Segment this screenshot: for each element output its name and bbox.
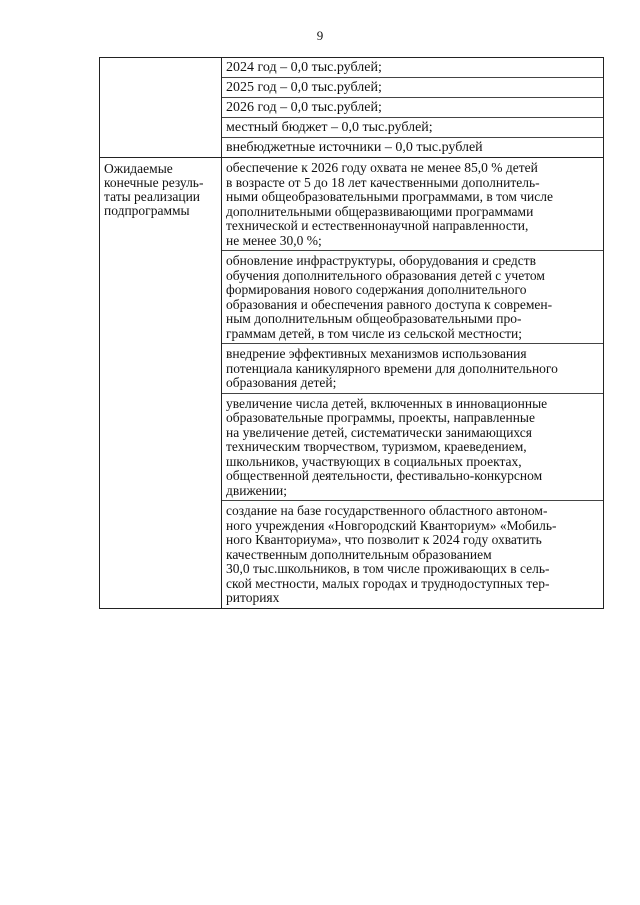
funding-label-cell (100, 58, 222, 158)
funding-line-extrabudgetary: внебюджетные источники – 0,0 тыс.рублей (226, 140, 483, 155)
funding-line-local-budget: местный бюджет – 0,0 тыс.рублей; (222, 118, 603, 138)
subprogram-passport-table (99, 57, 604, 609)
funding-line-2025: 2025 год – 0,0 тыс.рублей; (222, 78, 603, 98)
funding-row (100, 58, 604, 158)
result-paragraph-vacation-time: внедрение эффективных механизмов использования потенциала каникулярного времени для дополнительного образования детей; (222, 344, 603, 394)
result-paragraph-innovation: увеличение числа детей, включенных в инновационные образовательные программы, проекты, направленные на увеличение детей, систематически занимающихся техническим творчеством, туризмом, краеведением, школьников, участвующих в социальных проектах, общественной деятельности, фестивально-конкурсном движении; (222, 394, 603, 502)
result-paragraph-coverage: обеспечение к 2026 году охвата не менее 85,0 % детей в возрасте от 5 до 18 лет качественными дополнитель- ными общеобразовательными программами, в том числе дополнительными общеразвивающими программами технической и естественнонаучной направленности, не менее 30,0 %; (222, 158, 603, 251)
funding-line-2024: 2024 год – 0,0 тыс.рублей; (222, 58, 603, 78)
results-row (100, 158, 604, 609)
result-paragraph-kvantorium: создание на базе государственного областного автоном- ного учреждения «Новгородский Кванториум» «Мобиль- ного Кванториума», что позволит к 2024 году охватить качественным дополнительным образованием 30,0 тыс.школьников, в том числе проживающих в сель- ской местности, малых городах и труднодоступных тер- риториях (226, 503, 557, 605)
results-label: Ожидаемые конечные резуль- таты реализации подпрограммы (104, 161, 204, 218)
funding-line-2026: 2026 год – 0,0 тыс.рублей; (222, 98, 603, 118)
results-value-cell (222, 158, 604, 609)
funding-value-cell (222, 58, 604, 158)
page-number: 9 (316, 28, 324, 43)
results-label-cell (100, 158, 222, 609)
result-paragraph-infrastructure: обновление инфраструктуры, оборудования и средств обучения дополнительного образования детей с учетом формирования нового содержания дополнительного образования и обеспечения равного доступа к современ- ным дополнительным общеобразовательными про- граммам детей, в том числе из сельской местности; (222, 251, 603, 344)
